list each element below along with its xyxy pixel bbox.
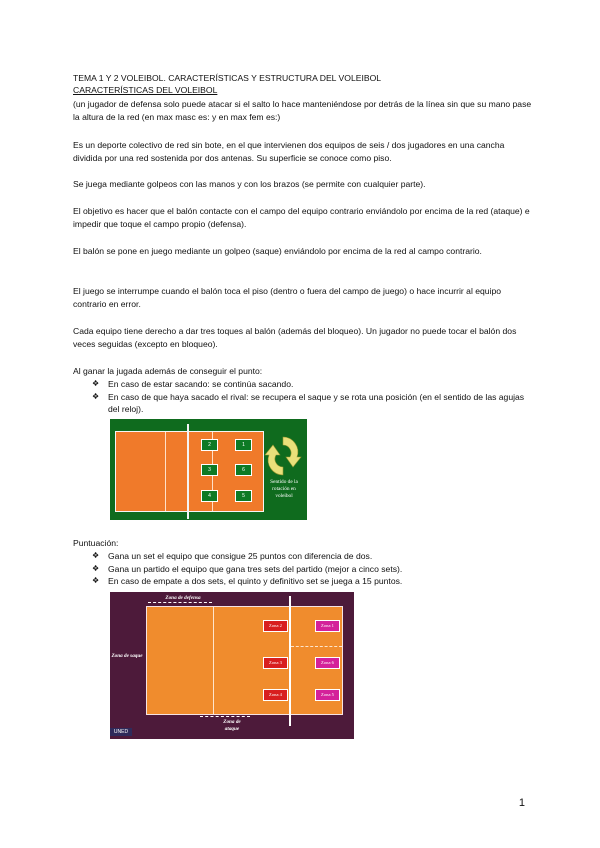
arrow-icon xyxy=(200,716,250,717)
zone-box: Zona 6 xyxy=(315,657,340,669)
diamond-bullet-icon: ❖ xyxy=(92,563,100,573)
list-item: ❖ Gana un set el equipo que consigue 25 puntos con diferencia de dos. xyxy=(92,551,373,561)
list-item: ❖ En caso de que haya sacado el rival: se recupera el saque y se rota una posición (en el sentido de las agujas del reloj). xyxy=(92,391,525,414)
court xyxy=(115,431,264,512)
paragraph: Es un deporte colectivo de red sin bote, en el que intervienen dos equipos de seis / dos jugadores en una cancha dividida por una red sostenida por dos antenas. Su superficie se conoce como piso. xyxy=(73,140,505,163)
paragraph: El objetivo es hacer que el balón contacte con el campo del equipo contrario enviándolo por encima de la red (ataque) e impedir que toque el campo propio (defensa). xyxy=(73,206,530,229)
paragraph: Se juega mediante golpeos con las manos y con los brazos (se permite con cualquier parte). xyxy=(73,179,426,189)
diamond-bullet-icon: ❖ xyxy=(92,576,100,585)
zona-defensa-label: Zona de defensa xyxy=(165,595,201,601)
position-box: 3 xyxy=(201,464,218,476)
arrow-icon xyxy=(148,602,212,603)
paragraph: El juego se interrumpe cuando el balón toca el piso (dentro o fuera del campo de juego) o hace incurrir al equipo contrario en error. xyxy=(73,286,502,309)
zone-box: Zona 3 xyxy=(263,657,288,669)
position-box: 4 xyxy=(201,490,218,502)
section-subtitle: CARACTERÍSTICAS DEL VOLEIBOL xyxy=(73,85,218,95)
point-bullet-list xyxy=(92,378,532,416)
net-line xyxy=(289,596,291,726)
position-box: 5 xyxy=(235,490,252,502)
zona-saque-label: Zona de saque xyxy=(111,653,143,659)
zona-ataque-label: Zona de ataque xyxy=(223,719,241,732)
diamond-bullet-icon: ❖ xyxy=(92,551,100,560)
diamond-bullet-icon: ❖ xyxy=(92,379,100,388)
zone-box: Zona 1 xyxy=(315,620,340,632)
zone-box: Zona 2 xyxy=(263,620,288,632)
court xyxy=(146,606,343,715)
diamond-bullet-icon: ❖ xyxy=(92,391,100,401)
position-box: 6 xyxy=(235,464,252,476)
zone-box: Zona 4 xyxy=(263,689,288,701)
list-item: ❖ Gana un partido el equipo que gana tres sets del partido (mejor a cinco sets). xyxy=(92,563,403,574)
rotation-caption: Sentido de la rotación en voleibol xyxy=(270,479,298,499)
document-title: TEMA 1 Y 2 VOLEIBOL. CARACTERÍSTICAS Y ESTRUCTURA DEL VOLEIBOL xyxy=(73,73,382,83)
rotation-diagram xyxy=(110,419,307,520)
net-line xyxy=(187,424,189,519)
paragraph: Al ganar la jugada además de conseguir el punto: xyxy=(73,366,263,376)
list-item: ❖ En caso de empate a dos sets, el quinto y definitivo set se juega a 15 puntos. xyxy=(92,576,403,586)
paragraph: El balón se pone en juego mediante un golpeo (saque) enviándolo por encima de la red al campo contrario. xyxy=(73,246,482,256)
position-box: 2 xyxy=(201,439,218,451)
section-heading: Puntuación: xyxy=(73,538,119,548)
list-item: ❖ En caso de estar sacando: se continúa sacando. xyxy=(92,379,294,389)
zones-diagram xyxy=(110,592,354,739)
intro-note: (un jugador de defensa solo puede atacar si el salto lo hace manteniéndose por detrás de la línea sin que su mano pase la altura de la red (en max masc es: y en max fem es:) xyxy=(73,99,532,122)
rotation-arrows-icon xyxy=(262,431,304,481)
uned-logo: UNED xyxy=(110,728,132,736)
page-number: 1 xyxy=(518,797,525,809)
paragraph: Cada equipo tiene derecho a dar tres toques al balón (además del bloqueo). Un jugador no puede tocar el balón dos veces seguidas (excepto en bloqueo). xyxy=(73,326,517,349)
scoring-bullet-list xyxy=(92,550,532,588)
zone-box: Zona 5 xyxy=(315,689,340,701)
position-box: 1 xyxy=(235,439,252,451)
